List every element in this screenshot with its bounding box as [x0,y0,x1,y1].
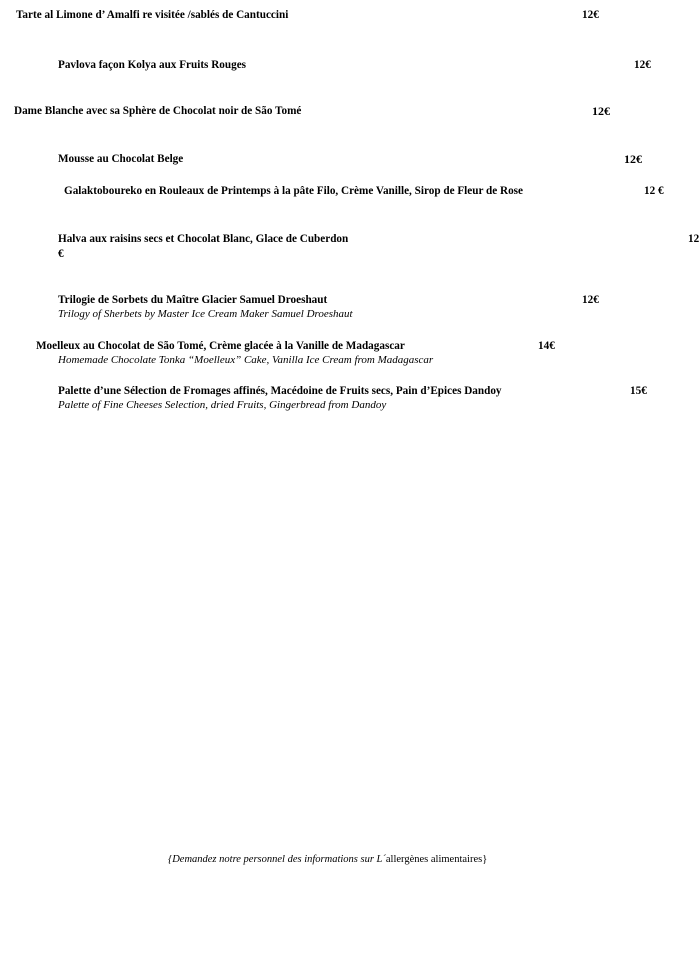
menu-item-name: Galaktoboureko en Rouleaux de Printemps à la pâte Filo, Crème Vanille, Sirop de Fleur de Rose [64,185,524,197]
menu-item-price: 12€ [592,104,610,118]
menu-item-name: Moelleux au Chocolat de São Tomé, Crème glacée à la Vanille de Madagascar [36,340,405,352]
menu-item-name: Pavlova façon Kolya aux Fruits Rouges [58,59,247,71]
menu-item-price-currency: € [58,248,64,260]
allergen-note-italic: {Demandez notre personnel des informations sur L´ [168,854,386,865]
menu-item-price: 12€ [624,152,642,166]
menu-item-price: 12 [688,233,700,245]
menu-item-name: Halva aux raisins secs et Chocolat Blanc, Glace de Cuberdon [58,233,349,245]
menu-item-price: 12€ [582,9,599,21]
menu-item-name: Mousse au Chocolat Belge [58,153,184,165]
menu-item-name: Dame Blanche avec sa Sphère de Chocolat noir de São Tomé [14,105,302,117]
menu-item-name: Tarte al Limone d’ Amalfi re visitée /sablés de Cantuccini [16,9,289,21]
menu-item-translation: Palette of Fine Cheeses Selection, dried Fruits, Gingerbread from Dandoy [58,399,387,411]
menu-item-price: 12€ [634,59,651,71]
menu-item-price: 12€ [582,294,599,306]
allergen-note-upright: allergènes alimentaires} [385,854,488,865]
menu-item-name: Trilogie de Sorbets du Maître Glacier Samuel Droeshaut [58,294,328,306]
menu-item-price: 14€ [538,340,555,352]
menu-item-price: 12 € [644,185,664,197]
menu-item-name: Palette d’une Sélection de Fromages affinés, Macédoine de Fruits secs, Pain d’Epices Dandoy [58,385,502,397]
allergen-note [168,853,487,867]
menu-item-translation: Homemade Chocolate Tonka “Moelleux” Cake, Vanilla Ice Cream from Madagascar [58,354,434,366]
menu-item-price: 15€ [630,385,647,397]
menu-item-translation: Trilogy of Sherbets by Master Ice Cream Maker Samuel Droeshaut [58,308,353,320]
